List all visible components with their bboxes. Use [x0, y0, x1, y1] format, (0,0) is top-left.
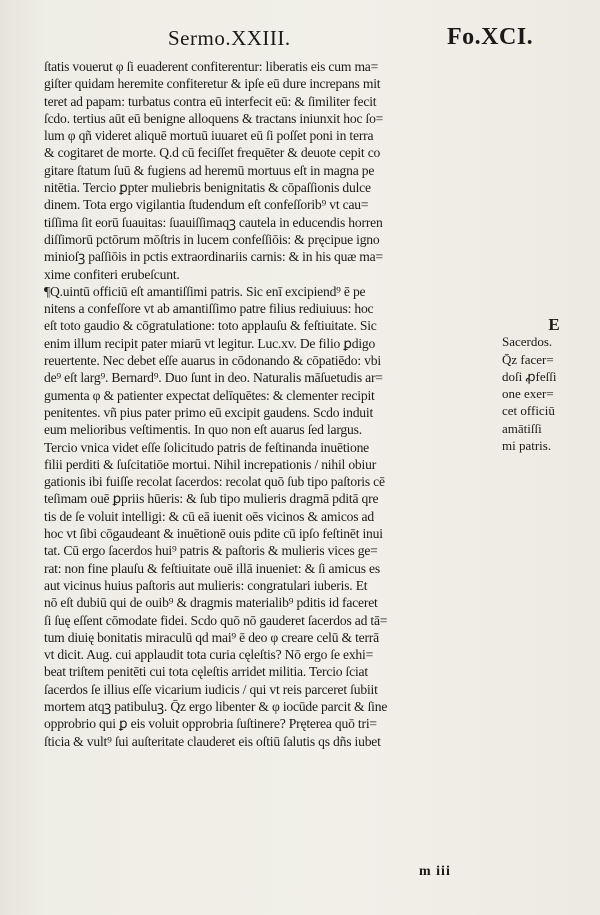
text-line: rat: non fine plauſu & feſtiuitate ouē illā inueniet: & ſi amicus es	[44, 560, 380, 576]
text-line: nitens a confeſſore vt ab amantiſſimo patre filius rediuiuus: hoc	[44, 301, 374, 317]
signature-mark: m iii	[419, 864, 451, 879]
text-line: tum diuię bonitatis miraculū qd mai⁹ ē deo φ creare celū & terrā	[44, 629, 379, 645]
text-line: enim illum recipit pater miarū vt legitur. Luc.xv. De filio ꝑdigo	[44, 335, 376, 351]
margin-note-line: cet officiū	[502, 403, 555, 419]
text-line: hoc vt ſibi cōgaudeant & inuētionē ouis pdite cū ipſo feſtinēt inui	[44, 526, 383, 542]
text-line: beat triſtem penitēti cui tota cęleſtis arridet militia. Tercio ſciat	[44, 664, 368, 680]
text-line: xime confiteri erubeſcunt.	[44, 266, 180, 282]
margin-note	[502, 316, 598, 454]
text-line: gitare ſtatum ſuū & fugiens ad heremū mortuus eſt in magna pe	[44, 162, 375, 178]
text-line: diſſimorū pctōrum mōſtris in lucem confeſſiōis: & pręcipue igno	[44, 231, 380, 247]
text-line: tis de ſe voluit intelligi: & cū eā iuenit oēs vicinos & amicos ad	[44, 508, 374, 524]
text-line: ſticia & vult⁹ ſui auſteritate clauderet eis oſtiū ſalutis qs dñs iubet	[44, 733, 381, 749]
text-line: penitentes. vñ pius pater primo eū excipit gaudens. Scdo induit	[44, 404, 374, 420]
margin-note-line: one exer=	[502, 386, 554, 402]
text-line: giſter quidam heremite confiteretur & ipſe eū dure increpans mit	[44, 76, 381, 92]
text-line: reuertente. Nec debet eſſe auarus in cōdonando & cōpatiēdo: vbi	[44, 353, 381, 369]
text-line: & cogitaret de morte. Q.d cū feciſſet frequēter & deuote cepit co	[44, 145, 381, 161]
text-line: vt dicit. Aug. cui applaudit tota curia cęleſtis? Nō ergo ſe exhi=	[44, 647, 374, 663]
folio-number: Fo.XCI.	[447, 24, 534, 50]
body-text	[44, 58, 498, 750]
text-line: lum φ qñ videret aliquē mortuū iuuaret eū ſi poſſet poni in terra	[44, 128, 374, 144]
margin-note-initial: E	[548, 316, 560, 334]
text-line: aut vicinus huius paſtoris aut mulieris: congratulari iuberis. Et	[44, 577, 368, 593]
margin-note-line: Sacerdos.	[502, 334, 553, 350]
margin-note-line: Q̄z facer=	[502, 351, 554, 367]
text-line: nitētia. Tercio ꝑpter muliebris benignitatis & cōpaſſionis dulce	[44, 180, 371, 196]
text-line: mortem atqꝫ patibuluꝫ. Q̄z ergo libenter & φ iocūde parcit & ſine	[44, 698, 388, 714]
text-line: nō eſt dubiū qui de ouib⁹ & dragmis materialib⁹ pditis id faceret	[44, 595, 378, 611]
text-line: ſtatis vouerut φ ſi euaderent confiterentur: liberatis eis cum ma=	[44, 59, 379, 74]
text-line: gumenta φ & patienter expectat delīquētes: & clementer recipit	[44, 387, 375, 403]
text-line: filii perditi & ſuſcitatiōe mortui. Nihil increpationis / nihil obiur	[44, 456, 377, 472]
text-line: gationis ibi fuiſſe recolat ſacerdos: recolat quō ſub tipo paſtoris cē	[44, 474, 385, 490]
running-head-sermon: Sermo.XXIII.	[168, 26, 291, 50]
text-line: ſcdo. tertius aūt eū benigne alloquens & tractans iniunxit hoc ſo=	[44, 110, 384, 126]
margin-note-line: amātiſſi	[502, 420, 542, 436]
text-line: tiſſima ſit eorū ſuauitas: ſuauiſſimaqꝫ cautela in educendis horren	[44, 214, 383, 230]
text-line: teret ad papam: turbatus contra eū interfecit eū: & ſimiliter fecit	[44, 93, 377, 109]
margin-note-line: doſi ꝓfeſſi	[502, 368, 557, 384]
text-line: tat. Cū ergo ſacerdos hui⁹ patris & paſtoris & mulieris vices ge=	[44, 543, 378, 559]
margin-note-line: mi patris.	[502, 438, 552, 454]
text-line: minioſꝫ paſſiōis in pctis extraordinariis carnis: & in his quæ ma=	[44, 249, 383, 265]
text-line: eſt toto gaudio & cōgratulatione: toto applauſu & feſtiuitate. Sic	[44, 318, 377, 334]
text-line: dinem. Tota ergo vigilantia ſtudendum eſt confeſſorib⁹ vt cau=	[44, 197, 369, 213]
text-line: ſi ſuę eſſent cōmodate fidei. Scdo quō nō gauderet ſacerdos ad tā=	[44, 612, 388, 628]
text-line: opprobrio qui ꝑ eis voluit opprobria ſuſtinere? Pręterea quō tri=	[44, 716, 377, 732]
text-line: ſacerdos ſe illius eſſe vicarium iudicis / qui vt reis parceret ſubiit	[44, 681, 378, 697]
text-line: ¶Q.uintū officiū eſt amantiſſimi patris. Sic enī excipiend⁹ ē pe	[44, 283, 366, 299]
text-line: Tercio vnica videt eſſe ſolicitudo patris de feſtinanda inuētione	[44, 439, 370, 455]
text-line: teſimam ouē ꝑpriis hūeris: & ſub tipo mulieris dragmā pditā qre	[44, 491, 379, 507]
text-line: de⁹ eſt larg⁹. Bernard⁹. Duo ſunt in deo. Naturalis māſuetudis ar=	[44, 370, 383, 386]
text-line: eum melioribus veſtimentis. In quo non eſt auarus ſed largus.	[44, 422, 362, 438]
